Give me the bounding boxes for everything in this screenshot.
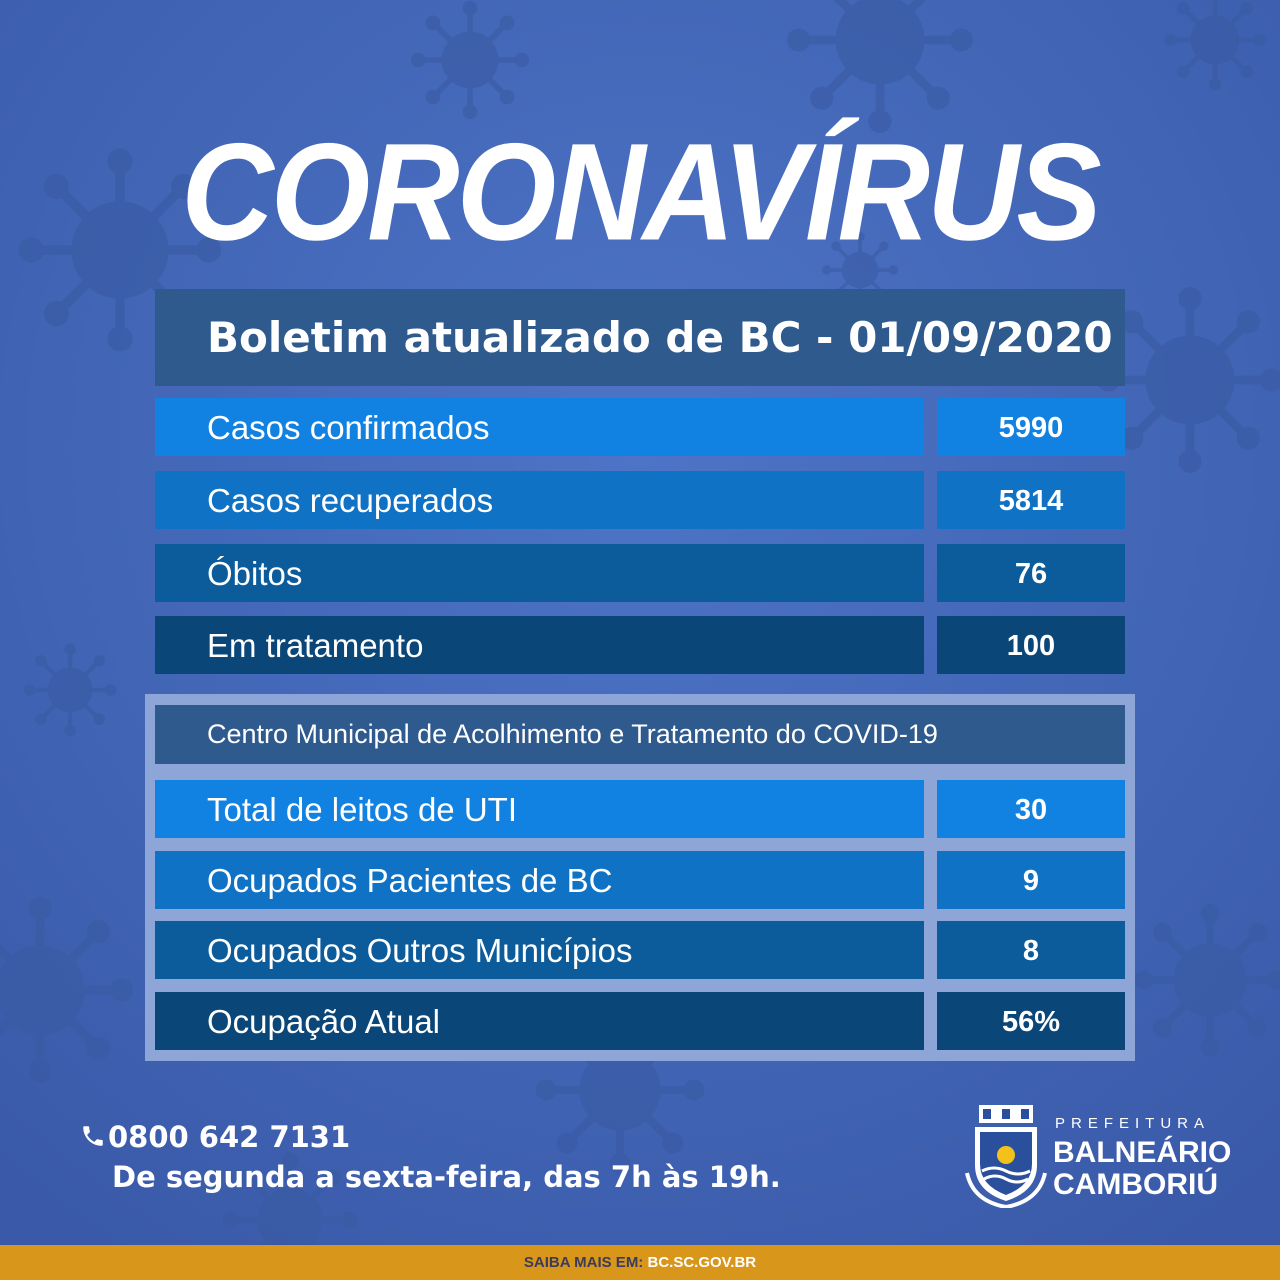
service-hours: De segunda a sexta-feira, das 7h às 19h. bbox=[112, 1160, 781, 1194]
row-value: 9 bbox=[937, 851, 1125, 909]
bulletin-heading: Boletim atualizado de BC - 01/09/2020 bbox=[155, 289, 1125, 386]
logo-line-2: CAMBORIÚ bbox=[1053, 1168, 1218, 1201]
phone-number[interactable]: 0800 642 7131 bbox=[108, 1120, 351, 1154]
row-value: 100 bbox=[937, 616, 1125, 674]
table-row bbox=[155, 544, 1125, 602]
table-row bbox=[155, 398, 1125, 456]
table-row bbox=[155, 851, 1125, 909]
logo-line-1: BALNEÁRIO bbox=[1053, 1136, 1232, 1169]
contact-info bbox=[80, 1118, 781, 1196]
row-label: Ocupados Pacientes de BC bbox=[155, 851, 924, 909]
footer-bar bbox=[0, 1245, 1280, 1280]
row-value: 76 bbox=[937, 544, 1125, 602]
row-label: Casos recuperados bbox=[155, 471, 924, 529]
table-row bbox=[155, 921, 1125, 979]
center-heading: Centro Municipal de Acolhimento e Tratamento do COVID-19 bbox=[155, 705, 1125, 764]
table-row bbox=[155, 471, 1125, 529]
row-label: Casos confirmados bbox=[155, 398, 924, 456]
footer-label: SAIBA MAIS EM: bbox=[523, 1254, 644, 1271]
footer-link[interactable]: BC.SC.GOV.BR bbox=[647, 1254, 757, 1271]
logo-prefix: PREFEITURA bbox=[1055, 1115, 1211, 1132]
row-label: Ocupação Atual bbox=[155, 992, 924, 1050]
coat-of-arms-icon bbox=[965, 1103, 1047, 1208]
table-row bbox=[155, 780, 1125, 838]
row-label: Em tratamento bbox=[155, 616, 924, 674]
table-row bbox=[155, 616, 1125, 674]
row-value: 30 bbox=[937, 780, 1125, 838]
row-value: 5814 bbox=[937, 471, 1125, 529]
page-title: CORONAVÍRUS bbox=[181, 115, 1099, 270]
row-label: Total de leitos de UTI bbox=[155, 780, 924, 838]
table-row bbox=[155, 992, 1125, 1050]
row-value: 5990 bbox=[937, 398, 1125, 456]
row-value: 8 bbox=[937, 921, 1125, 979]
city-logo bbox=[965, 1103, 1245, 1213]
phone-icon bbox=[80, 1120, 108, 1158]
row-label: Óbitos bbox=[155, 544, 924, 602]
row-label: Ocupados Outros Municípios bbox=[155, 921, 924, 979]
row-value: 56% bbox=[937, 992, 1125, 1050]
